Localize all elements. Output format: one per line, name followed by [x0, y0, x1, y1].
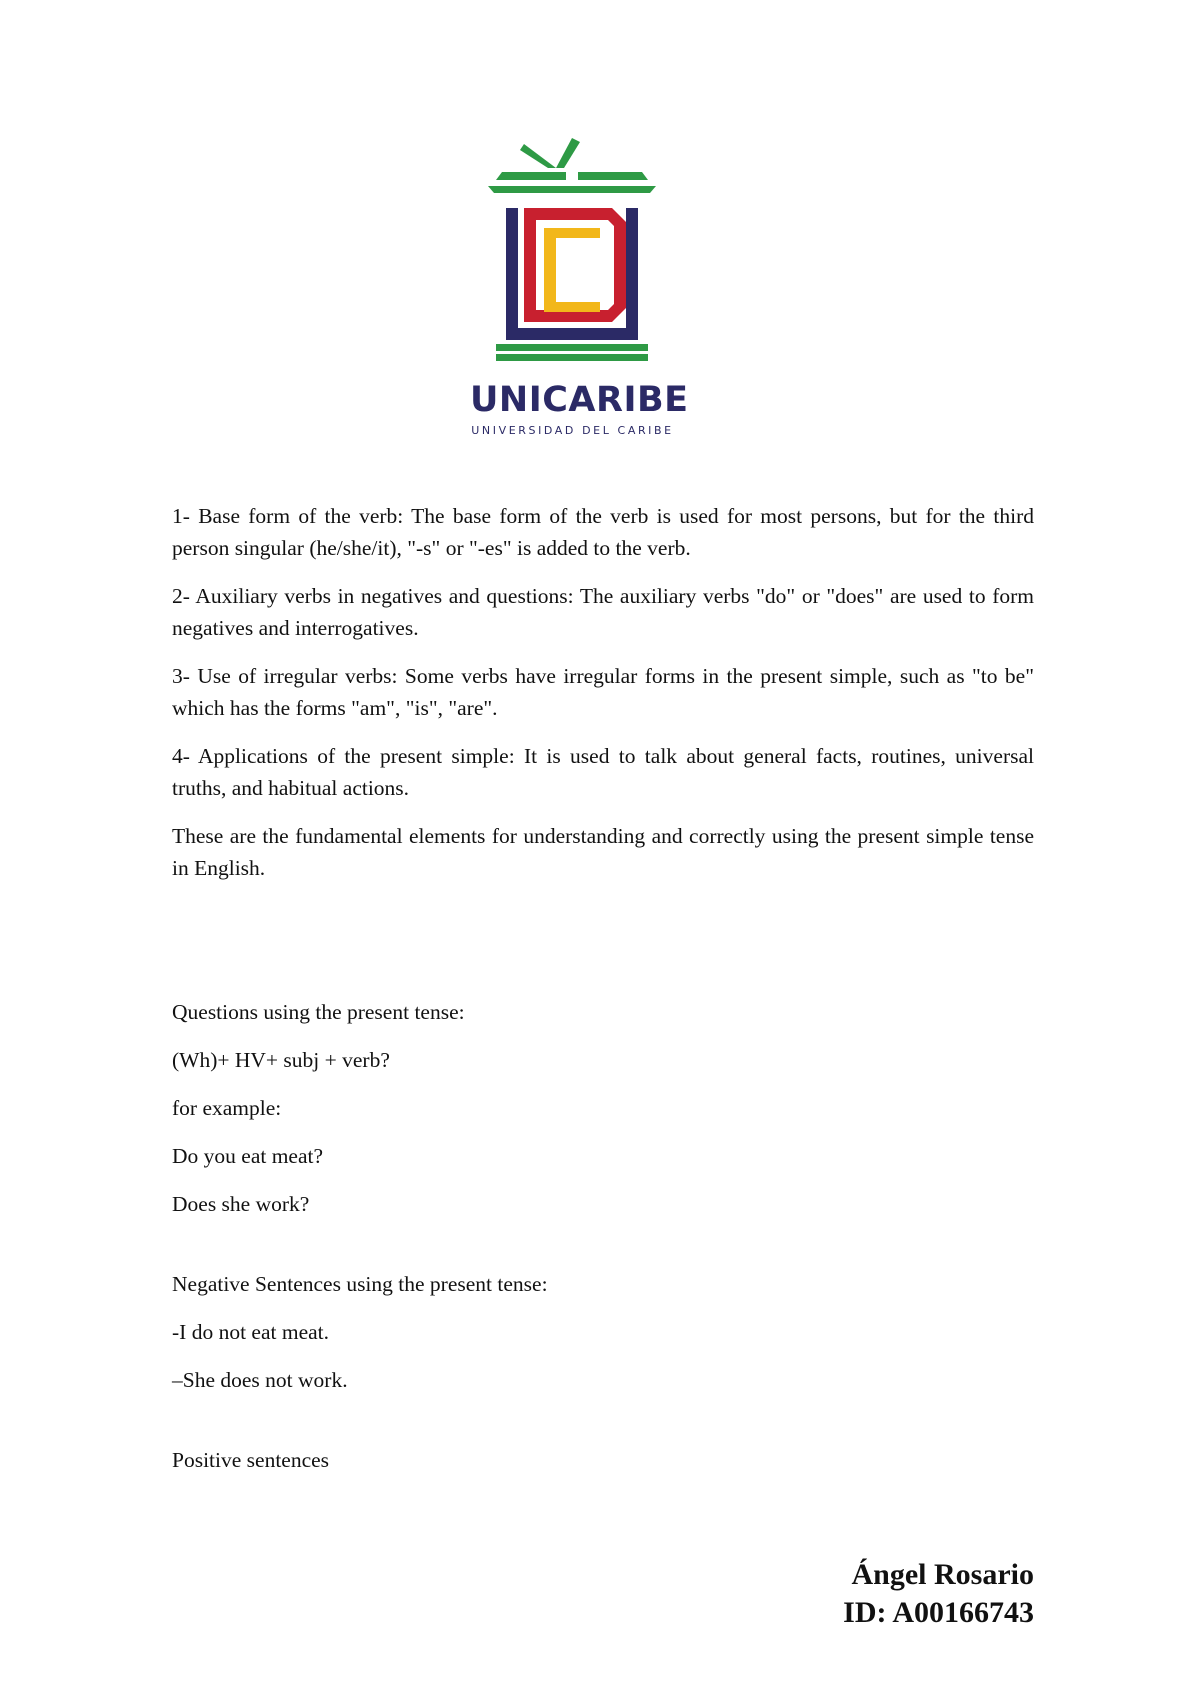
paragraph-4: 4- Applications of the present simple: It is used to talk about general facts, routines, universal truths, and habitual actions. [172, 744, 1034, 800]
author-name: Ángel Rosario [851, 1558, 1034, 1591]
negative-example: –She does not work. [172, 1368, 348, 1392]
question-example: Does she work? [172, 1192, 310, 1216]
spacer [172, 1236, 1034, 1268]
signature-block [843, 1556, 1034, 1632]
spacer [172, 900, 1034, 996]
example-label: for example: [172, 1096, 282, 1120]
negatives-heading: Negative Sentences using the present tense: [172, 1272, 548, 1296]
author-id: ID: A00166743 [843, 1596, 1034, 1629]
paragraph-1: 1- Base form of the verb: The base form of the verb is used for most persons, but for the third person singular (he/she/it), "-s" or "-es" is added to the verb. [172, 504, 1034, 560]
question-example: Do you eat meat? [172, 1144, 324, 1168]
paragraph-3: 3- Use of irregular verbs: Some verbs have irregular forms in the present simple, such as "to be" which has the forms "am", "is", "are". [172, 664, 1034, 720]
left-leaf [520, 144, 556, 168]
logo-subtitle: UNIVERSIDAD DEL CARIBE [471, 424, 674, 437]
yellow-c-shape [544, 228, 600, 312]
top-bar-lower [488, 186, 656, 193]
university-logo [470, 138, 730, 438]
unicaribe-emblem-icon [470, 138, 675, 378]
bottom-bar-lower [496, 354, 648, 361]
questions-heading: Questions using the present tense: [172, 1000, 465, 1024]
negative-example: -I do not eat meat. [172, 1320, 330, 1344]
right-leaf [556, 138, 580, 168]
paragraph-2: 2- Auxiliary verbs in negatives and questions: The auxiliary verbs "do" or "does" are used to form negatives and interrogatives. [172, 584, 1034, 640]
positives-heading: Positive sentences [172, 1448, 330, 1472]
document-body [172, 500, 1034, 1492]
top-bar-right-upper [578, 172, 648, 180]
questions-formula: (Wh)+ HV+ subj + verb? [172, 1048, 390, 1072]
bottom-bar-upper [496, 344, 648, 351]
top-bar-left-upper [496, 172, 566, 180]
paragraph-summary: These are the fundamental elements for understanding and correctly using the present simple tense in English. [172, 824, 1034, 880]
spacer [172, 1412, 1034, 1444]
logo-name: UNICARIBE [470, 380, 689, 420]
